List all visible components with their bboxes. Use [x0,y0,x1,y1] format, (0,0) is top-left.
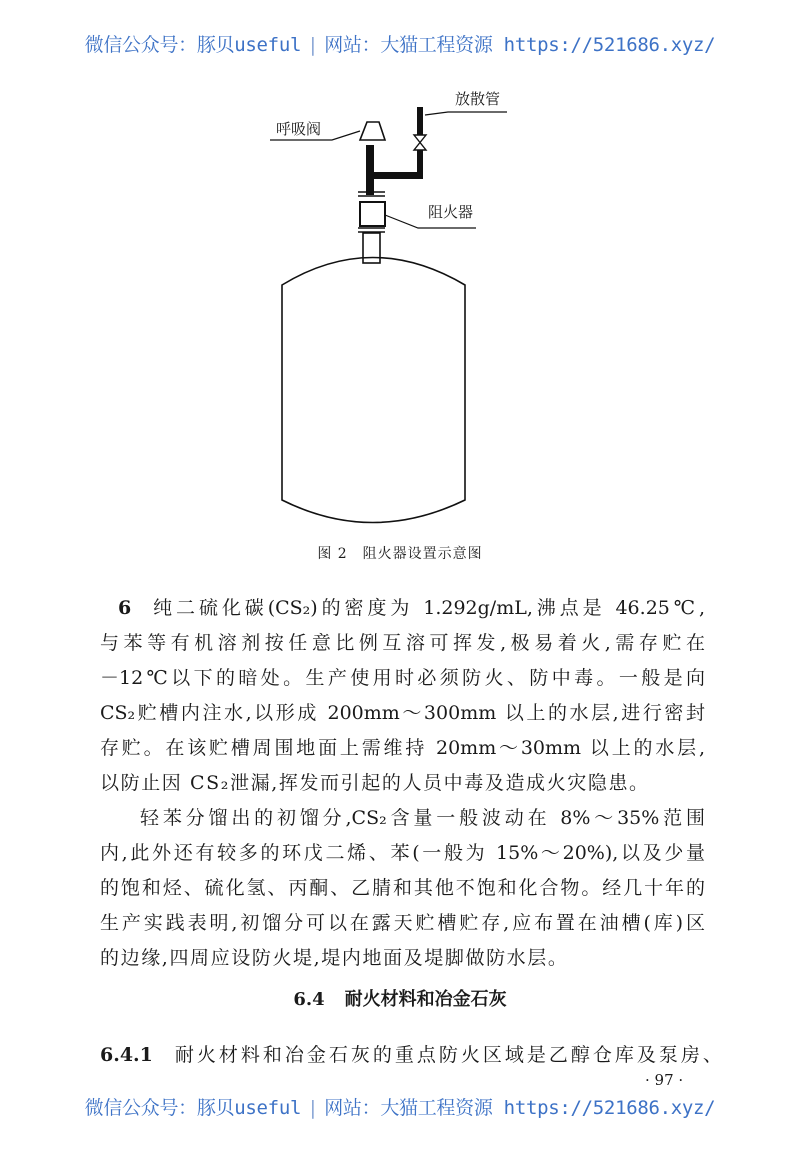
watermark-site: 网站：大猫工程资源 https://521686.xyz/ [324,34,716,56]
watermark-separator: | [307,1097,319,1119]
branch-pipe [366,172,423,179]
text-line: 的饱和烃、硫化氢、丙酮、乙腈和其他不饱和化合物。经几十年的 [100,877,705,899]
paragraph-number: 6 [118,597,132,619]
watermark-separator: | [307,34,319,56]
watermark-header [0,33,800,57]
text-line: 内,此外还有较多的环戊二烯、苯(一般为 15%～20%),以及少量 [100,842,705,864]
text-line: 存贮。在该贮槽周围地面上需维持 20mm～30mm 以上的水层, [100,737,705,759]
vent-pipe-upper [417,107,423,135]
label-flame-arrester: 阻火器 [428,203,474,221]
clause-text: 耐火材料和冶金石灰的重点防火区域是乙醇仓库及泵房、 [174,1044,725,1066]
text-line: CS₂贮槽内注水,以形成 200mm～300mm 以上的水层,进行密封 [100,702,705,724]
label-breather-valve: 呼吸阀 [276,120,322,138]
watermark-account: 微信公众号：豚贝useful [84,34,302,56]
watermark-site: 网站：大猫工程资源 https://521686.xyz/ [324,1097,716,1119]
text-line: 的边缘,四周应设防火堤,堤内地面及堤脚做防水层。 [100,947,569,969]
flame-arrester-box [360,202,385,226]
flame-arrester-diagram [0,80,800,540]
section-title: 耐火材料和冶金石灰 [344,989,507,1010]
text-line: 与苯等有机溶剂按任意比例互溶可挥发,极易着火,需存贮在 [100,632,705,654]
section-number: 6.4 [293,989,325,1010]
text-line: －12℃以下的暗处。生产使用时必须防火、防中毒。一般是向 [100,667,705,689]
clause-number: 6.4.1 [100,1044,153,1066]
lower-pipe [363,233,380,263]
watermark-account: 微信公众号：豚贝useful [84,1097,302,1119]
tank [282,258,465,523]
page-number: · 97 · [645,1071,684,1089]
breather-valve [360,122,385,140]
text-line-content: 纯二硫化碳(CS₂)的密度为 1.292g/mL,沸点是 46.25℃, [149,597,705,619]
text-line: 轻苯分馏出的初馏分,CS₂含量一般波动在 8%～35%范围 [140,807,705,829]
watermark-footer [0,1096,800,1120]
text-line [118,595,705,621]
clause-line [100,1042,725,1068]
label-vent-pipe: 放散管 [455,90,501,108]
leader-line-vent-pipe [425,112,507,115]
figure-caption: 图 2 阻火器设置示意图 [317,546,483,562]
vent-pipe-lower [417,150,423,177]
text-line: 以防止因 CS₂泄漏,挥发而引起的人员中毒及造成火灾隐患。 [100,772,650,794]
valve-icon [414,135,426,150]
main-pipe [366,145,374,195]
section-heading [0,988,800,1012]
text-line: 生产实践表明,初馏分可以在露天贮槽贮存,应布置在油槽(库)区 [100,912,705,934]
